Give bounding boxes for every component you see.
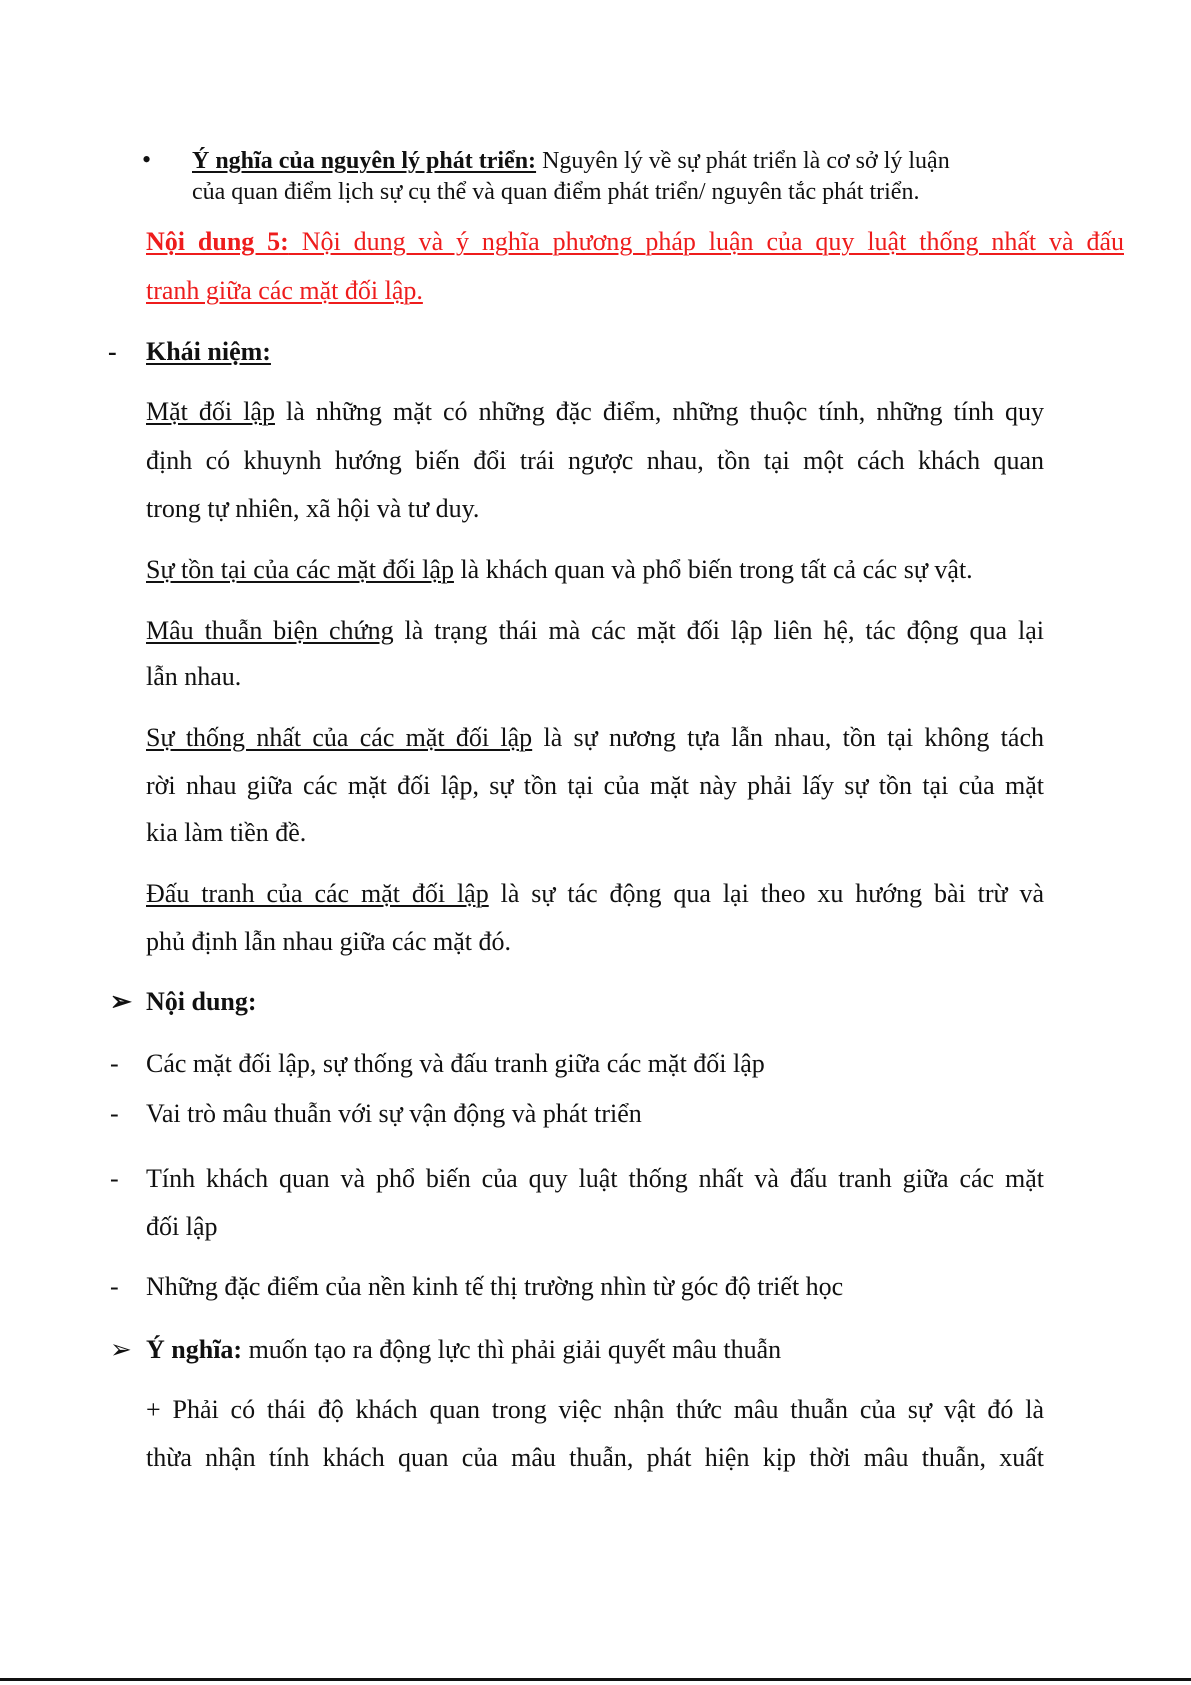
p4-line-1-text: là sự nương tựa lẫn nhau, tồn tại không tách: [532, 723, 1044, 752]
content-item-3-line-2: đối lập: [146, 1212, 218, 1241]
page-bottom-edge: [0, 1678, 1191, 1681]
content-item-4-marker: -: [110, 1272, 119, 1301]
content-title: Nội dung:: [146, 987, 257, 1016]
bullet-line-1-text: Nguyên lý về sự phát triển là cơ sở lý luận: [536, 148, 950, 174]
meaning-para-line-2: thừa nhận tính khách quan của mâu thuẫn, phát hiện kịp thời mâu thuẫn, xuất: [146, 1443, 1044, 1472]
content-item-3-line-1: Tính khách quan và phổ biến của quy luật thống nhất và đấu tranh giữa các mặt: [146, 1164, 1044, 1193]
p3-line-1: [146, 616, 1044, 646]
heading-line-1-text: Nội dung và ý nghĩa phương pháp luận của quy luật thống nhất và đấu: [288, 227, 1124, 256]
meaning-para-line-1: + Phải có thái độ khách quan trong việc nhận thức mâu thuẫn của sự vật đó là: [146, 1395, 1044, 1424]
bullet-line-1: [192, 146, 950, 176]
content-item-2: Vai trò mâu thuẫn với sự vận động và phát triển: [146, 1099, 642, 1128]
p1-line-3: trong tự nhiên, xã hội và tư duy.: [146, 494, 480, 523]
p3-line-1-text: là trạng thái mà các mặt đối lập liên hệ, tác động qua lại: [393, 616, 1044, 645]
p5-line-1: [146, 879, 1044, 909]
p1-line-1-text: là những mặt có những đặc điểm, những thuộc tính, những tính quy: [274, 397, 1044, 426]
meaning-text: muốn tạo ra động lực thì phải giải quyết mâu thuẫn: [242, 1335, 782, 1364]
p2-term: Sự tồn tại của các mặt đối lập: [146, 555, 454, 584]
p1-line-2: định có khuynh hướng biến đổi trái ngược nhau, tồn tại một cách khách quan: [146, 446, 1044, 475]
p5-term: Đấu tranh của các mặt đối lập: [146, 879, 489, 908]
bullet-marker: •: [142, 145, 152, 174]
heading-line-2: tranh giữa các mặt đối lập.: [146, 276, 423, 305]
content-item-3-marker: -: [110, 1164, 119, 1193]
heading-label: Nội dung 5:: [146, 227, 289, 256]
p1-line-1: [146, 397, 1044, 427]
meaning-title: Ý nghĩa:: [146, 1335, 243, 1364]
heading-line-1: [146, 227, 1124, 257]
bullet-title: Ý nghĩa của nguyên lý phát triển:: [192, 148, 537, 174]
content-item-1: Các mặt đối lập, sự thống và đấu tranh giữa các mặt đối lập: [146, 1049, 765, 1078]
p4-line-2: rời nhau giữa các mặt đối lập, sự tồn tại của mặt này phải lấy sự tồn tại của mặt: [146, 771, 1044, 800]
p5-line-1-text: là sự tác động qua lại theo xu hướng bài trừ và: [488, 879, 1044, 908]
meaning-arrow-icon: ➢: [110, 1335, 132, 1364]
content-item-2-marker: -: [110, 1099, 119, 1128]
p4-line-3: kia làm tiền đề.: [146, 818, 307, 847]
p2-line-1-text: là khách quan và phổ biến trong tất cả các sự vật.: [453, 555, 973, 584]
content-item-4: Những đặc điểm của nền kinh tế thị trường nhìn từ góc độ triết học: [146, 1272, 844, 1301]
p3-term: Mâu thuẫn biện chứng: [146, 616, 394, 645]
bullet-line-2: của quan điểm lịch sự cụ thể và quan điểm phát triển/ nguyên tắc phát triển.: [192, 179, 920, 205]
concept-marker: -: [108, 337, 117, 366]
p4-term: Sự thống nhất của các mặt đối lập: [146, 723, 533, 752]
meaning-line: [146, 1335, 781, 1365]
content-arrow-icon: ➢: [110, 987, 132, 1016]
p4-line-1: [146, 723, 1044, 753]
p3-line-2: lẫn nhau.: [146, 662, 242, 691]
content-item-1-marker: -: [110, 1049, 119, 1078]
concept-title: Khái niệm:: [146, 337, 271, 366]
p5-line-2: phủ định lẫn nhau giữa các mặt đó.: [146, 927, 511, 956]
p1-term: Mặt đối lập: [146, 397, 275, 426]
p2-line-1: [146, 555, 973, 585]
